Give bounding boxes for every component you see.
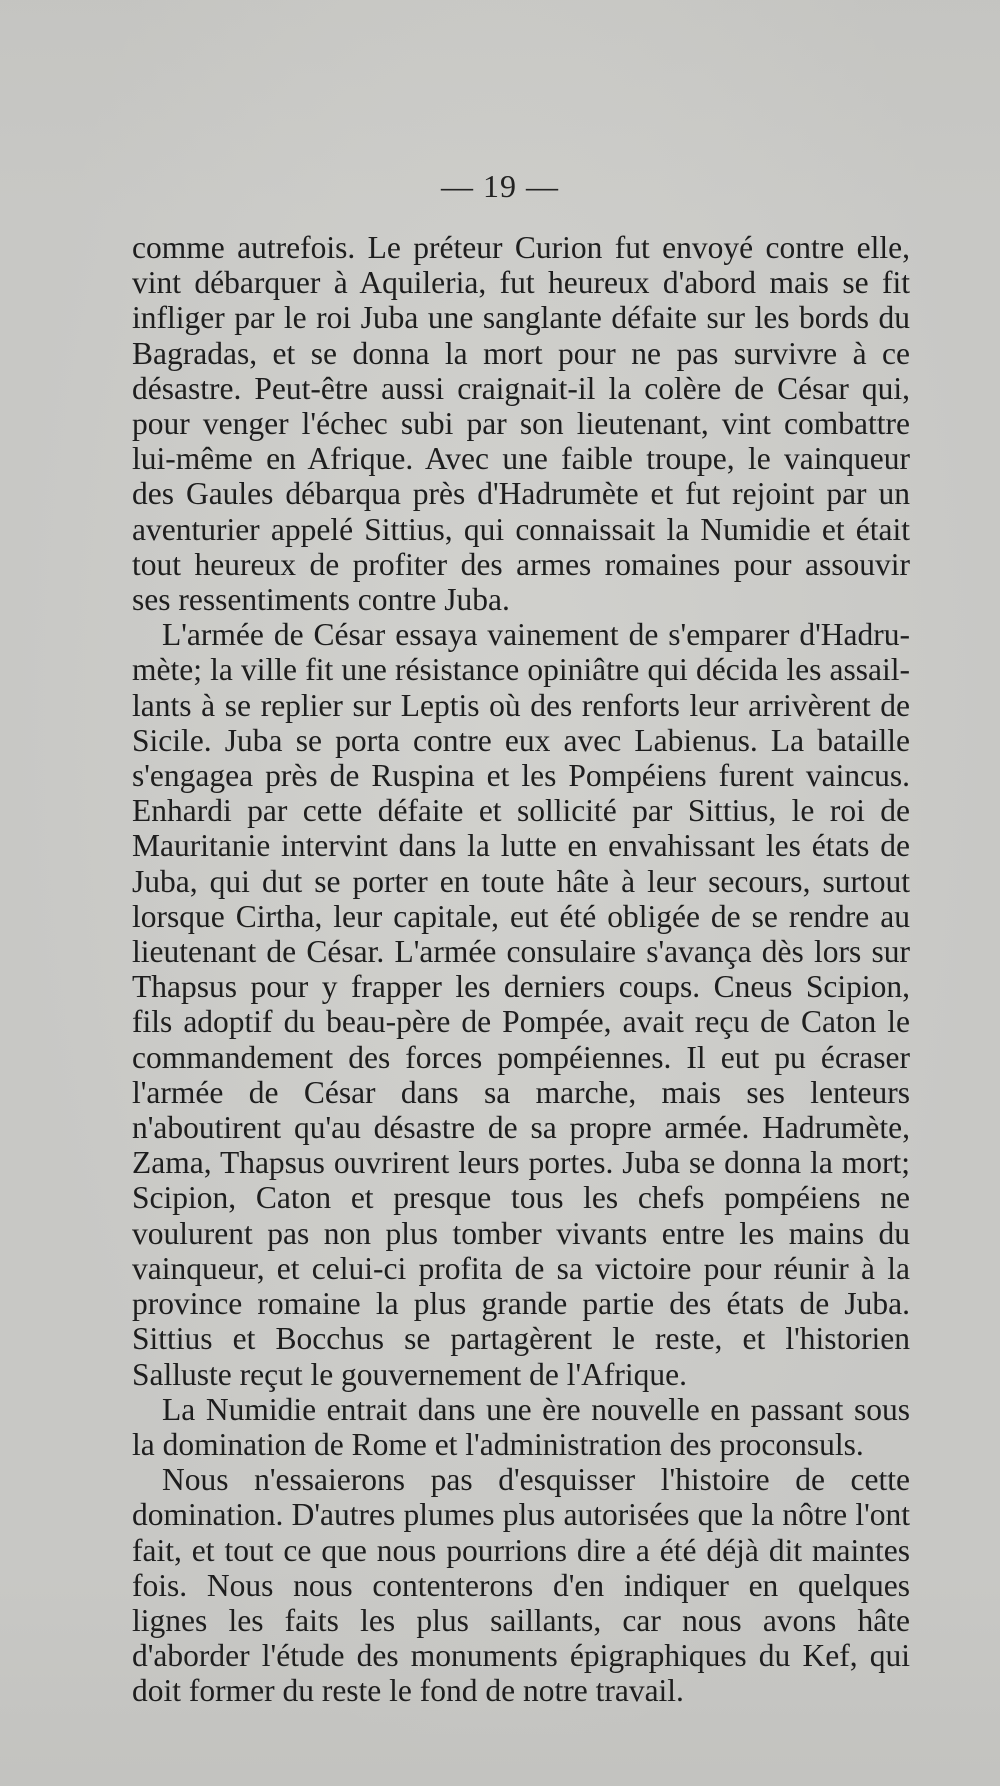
body-text (132, 230, 910, 1709)
paragraph-4: Nous n'essaierons pas d'esquisser l'histoire de cette domination. D'autres plumes plus autorisées que la nôtre l'ont fait, et tout ce que nous pourrions dire a été déjà dit maintes fois. Nous nous contenterons d'en indiquer en quelques lignes les faits les plus saillants, car nous avons hâte d'aborder l'étude des monuments épigraphiques du Kef, qui doit former du reste le fond de notre travail. (132, 1462, 910, 1709)
paragraph-3: La Numidie entrait dans une ère nouvelle en passant sous la domination de Rome et l'administration des proconsuls. (132, 1391, 910, 1462)
page-number: — 19 — (441, 168, 559, 204)
paragraph-1: comme autrefois. Le préteur Curion fut envoyé contre elle, vint débarquer à Aquileria, fut heureux d'abord mais se fit infliger par le roi Juba une sanglante défaite sur les bords du Bagradas, et se donna la mort pour ne pas survivre à ce désastre. Peut-être aussi craignait-il la colère de César qui, pour venger l'échec subi par son lieutenant, vint combattre lui-même en Afrique. Avec une faible troupe, le vainqueur des Gaules débarqua près d'Hadrumète et fut rejoint par un aventurier appelé Sittius, qui connaissait la Numidie et était tout heureux de profiter des armes romaines pour assouvir ses ressentiments contre Juba. (132, 230, 910, 618)
paragraph-2: L'armée de César essaya vainement de s'emparer d'Hadrumète; la ville fit une résistance opiniâtre qui décida les assaillants à se replier sur Leptis où des renforts leur arrivèrent de Sicile. Juba se porta contre eux avec Labienus. La bataille s'engagea près de Ruspina et les Pompéiens furent vaincus. Enhardi par cette défaite et sollicité par Sittius, le roi de Mauritanie intervint dans la lutte en envahissant les états de Juba, qui dut se porter en toute hâte à leur secours, surtout lorsque Cirtha, leur capitale, eut été obligée de se rendre au lieutenant de César. L'armée consulaire s'avança dès lors sur Thapsus pour y frapper les derniers coups. Cneus Scipion, fils adoptif du beau-père de Pompée, avait reçu de Caton le commandement des forces pompéiennes. Il eut pu écraser l'armée de César dans sa marche, mais ses lenteurs n'aboutirent qu'au désastre de sa propre armée. Hadrumète, Zama, Thapsus ouvrirent leurs portes. Juba se donna la mort; Scipion, Caton et presque tous les chefs pompéiens ne voulurent pas non plus tomber vivants entre les mains du vainqueur, et celui-ci profita de sa victoire pour réunir à la province romaine la plus grande partie des états de Juba. Sittius et Bocchus se partagèrent le reste, et l'historien Salluste reçut le gouvernement de l'Afrique. (132, 617, 910, 1392)
